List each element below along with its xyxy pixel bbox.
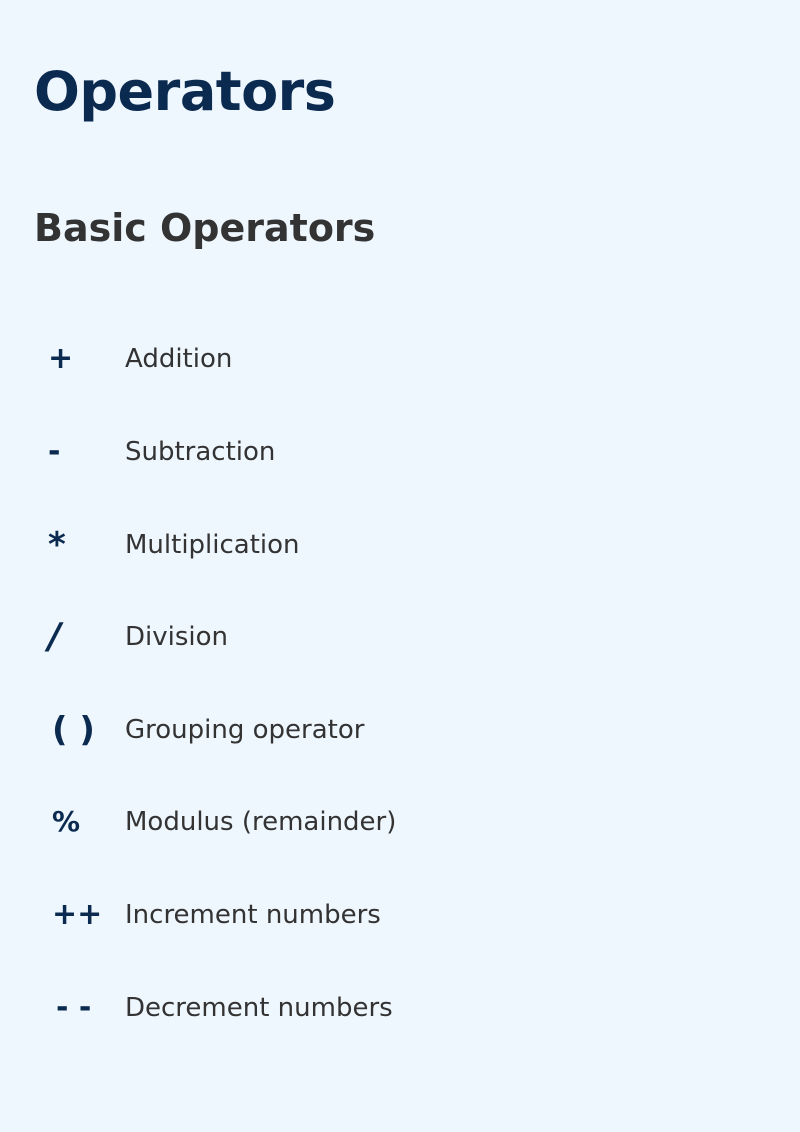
operator-label: Addition (125, 344, 233, 374)
operator-row-increment (0, 890, 800, 940)
percent-icon: % (52, 805, 83, 838)
double-plus-icon: ++ (52, 897, 103, 932)
operator-label: Modulus (remainder) (125, 807, 397, 837)
operator-label: Decrement numbers (125, 993, 393, 1023)
operator-row-subtraction (0, 427, 800, 477)
minus-icon: - (48, 434, 63, 469)
parentheses-icon: ( ) (52, 710, 95, 750)
operator-row-decrement (0, 983, 800, 1033)
page-title: Operators (34, 60, 336, 123)
section-title: Basic Operators (34, 206, 376, 250)
plus-icon: + (48, 341, 76, 376)
operator-row-division (0, 612, 800, 662)
operator-label: Grouping operator (125, 715, 365, 745)
operator-label: Increment numbers (125, 900, 381, 930)
asterisk-icon: * (48, 525, 68, 565)
operator-label: Multiplication (125, 530, 300, 560)
operator-row-modulus (0, 797, 800, 847)
operator-row-addition (0, 334, 800, 384)
operator-row-grouping (0, 705, 800, 755)
slash-icon: / (48, 616, 64, 657)
operator-label: Subtraction (125, 437, 276, 467)
operator-label: Division (125, 622, 229, 652)
operator-row-multiplication (0, 520, 800, 570)
double-minus-icon: - - (56, 990, 92, 1025)
